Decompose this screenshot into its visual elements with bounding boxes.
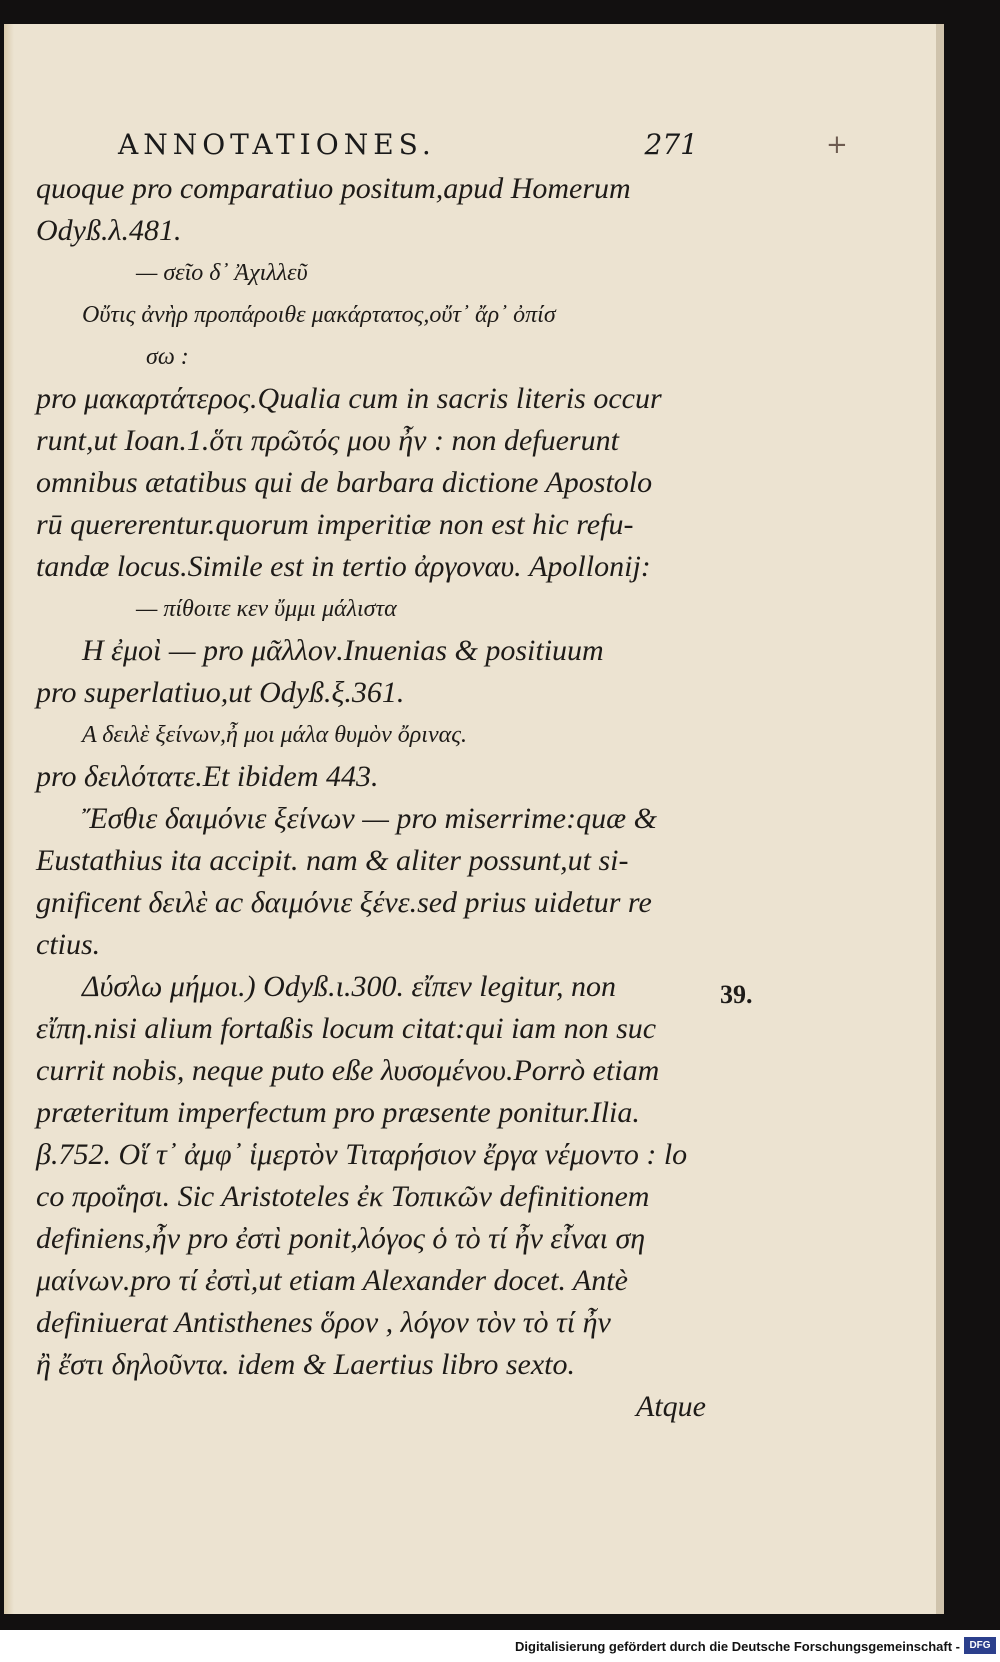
annotation-text xyxy=(36,168,726,1428)
running-title: ANNOTATIONES. xyxy=(118,128,436,161)
text-line: Ἔσθιε δαιμόνιε ξείνων — pro miserrime:quæ & xyxy=(82,802,657,835)
footer-bar xyxy=(0,1630,1000,1662)
margin-mark: + xyxy=(826,130,848,160)
text-line: Οὔτις ἀνὴρ προπάροιθε μακάρτατος,οὔτ᾽ ἄρ᾽ ὀπίσ xyxy=(82,302,556,328)
text-line: præteritum imperfectum pro præsente ponitur.Ilia. xyxy=(36,1096,640,1129)
running-header xyxy=(118,128,698,168)
margin-note: 39. xyxy=(720,980,753,1009)
text-line: Δύσλω μήμοι.) Odyß.ι.300. εἴπεν legitur, non xyxy=(82,970,616,1003)
text-line: — πίθοιτε κεν ὔμμι μάλιστα xyxy=(136,596,397,622)
catchword: Atque xyxy=(636,1390,706,1423)
text-line: pro μακαρτάτερος.Qualia cum in sacris literis occur xyxy=(36,382,662,415)
text-line: gnificent δειλὲ ac δαιμόνιε ξένε.sed prius uidetur re xyxy=(36,886,652,919)
text-line: Α δειλὲ ξείνων,ἦ μοι μάλα θυμὸν ὄρινας. xyxy=(82,722,467,748)
text-line: ἢ ἔστι δηλοῦντα. idem & Laertius libro sexto. xyxy=(36,1348,576,1381)
text-line: pro superlatiuo,ut Odyß.ξ.361. xyxy=(36,676,405,709)
text-line: quoque pro comparatiuo positum,apud Homerum xyxy=(36,172,631,205)
text-line: currit nobis, neque puto eße λυσομένου.Porrò etiam xyxy=(36,1054,660,1087)
text-line: — σεῖο δ᾽ Ἀχιλλεῦ xyxy=(136,260,308,286)
text-line: Eustathius ita accipit. nam & aliter possunt,ut si- xyxy=(36,844,629,877)
text-line: runt,ut Ioan.1.ὅτι πρῶτός μου ἦν : non defuerunt xyxy=(36,424,619,457)
dfg-logo: DFG xyxy=(964,1637,996,1654)
text-line: εἴπη.nisi alium fortaßis locum citat:qui iam non suc xyxy=(36,1012,657,1045)
text-line: σω : xyxy=(146,344,189,370)
text-line: μαίνων.pro τί ἐστὶ,ut etiam Alexander docet. Antè xyxy=(36,1264,628,1297)
text-line: Η ἐμοὶ — pro μᾶλλον.Inuenias & positiuum xyxy=(82,634,604,667)
text-line: omnibus ætatibus qui de barbara dictione Apostolo xyxy=(36,466,653,499)
text-line: definiens,ἦν pro ἐστὶ ponit,λόγος ὁ τὸ τί ἦν εἶναι ση xyxy=(36,1222,646,1255)
page-edge xyxy=(4,24,14,1614)
page-number: 271 xyxy=(644,128,698,161)
text-line: tandæ locus.Simile est in tertio ἀργοναυ. Apollonij: xyxy=(36,550,651,583)
text-line: Odyß.λ.481. xyxy=(36,214,182,247)
funding-credit: Digitalisierung gefördert durch die Deutsche Forschungsgemeinschaft - xyxy=(515,1639,960,1654)
text-line: β.752. Οἵ τ᾽ ἀμφ᾽ ἱμερτὸν Τιταρήσιον ἔργα νέμοντο : lo xyxy=(36,1138,688,1171)
text-line: definiuerat Antisthenes ὅρον , λόγον τὸν τὸ τί ἦν xyxy=(36,1306,611,1339)
text-line: rū quererentur.quorum imperitiæ non est hic refu- xyxy=(36,508,634,541)
text-line: ctius. xyxy=(36,928,101,961)
text-line: co προΐησι. Sic Aristoteles ἐκ Τοπικῶν definitionem xyxy=(36,1180,650,1213)
text-line: pro δειλότατε.Et ibidem 443. xyxy=(36,760,379,793)
